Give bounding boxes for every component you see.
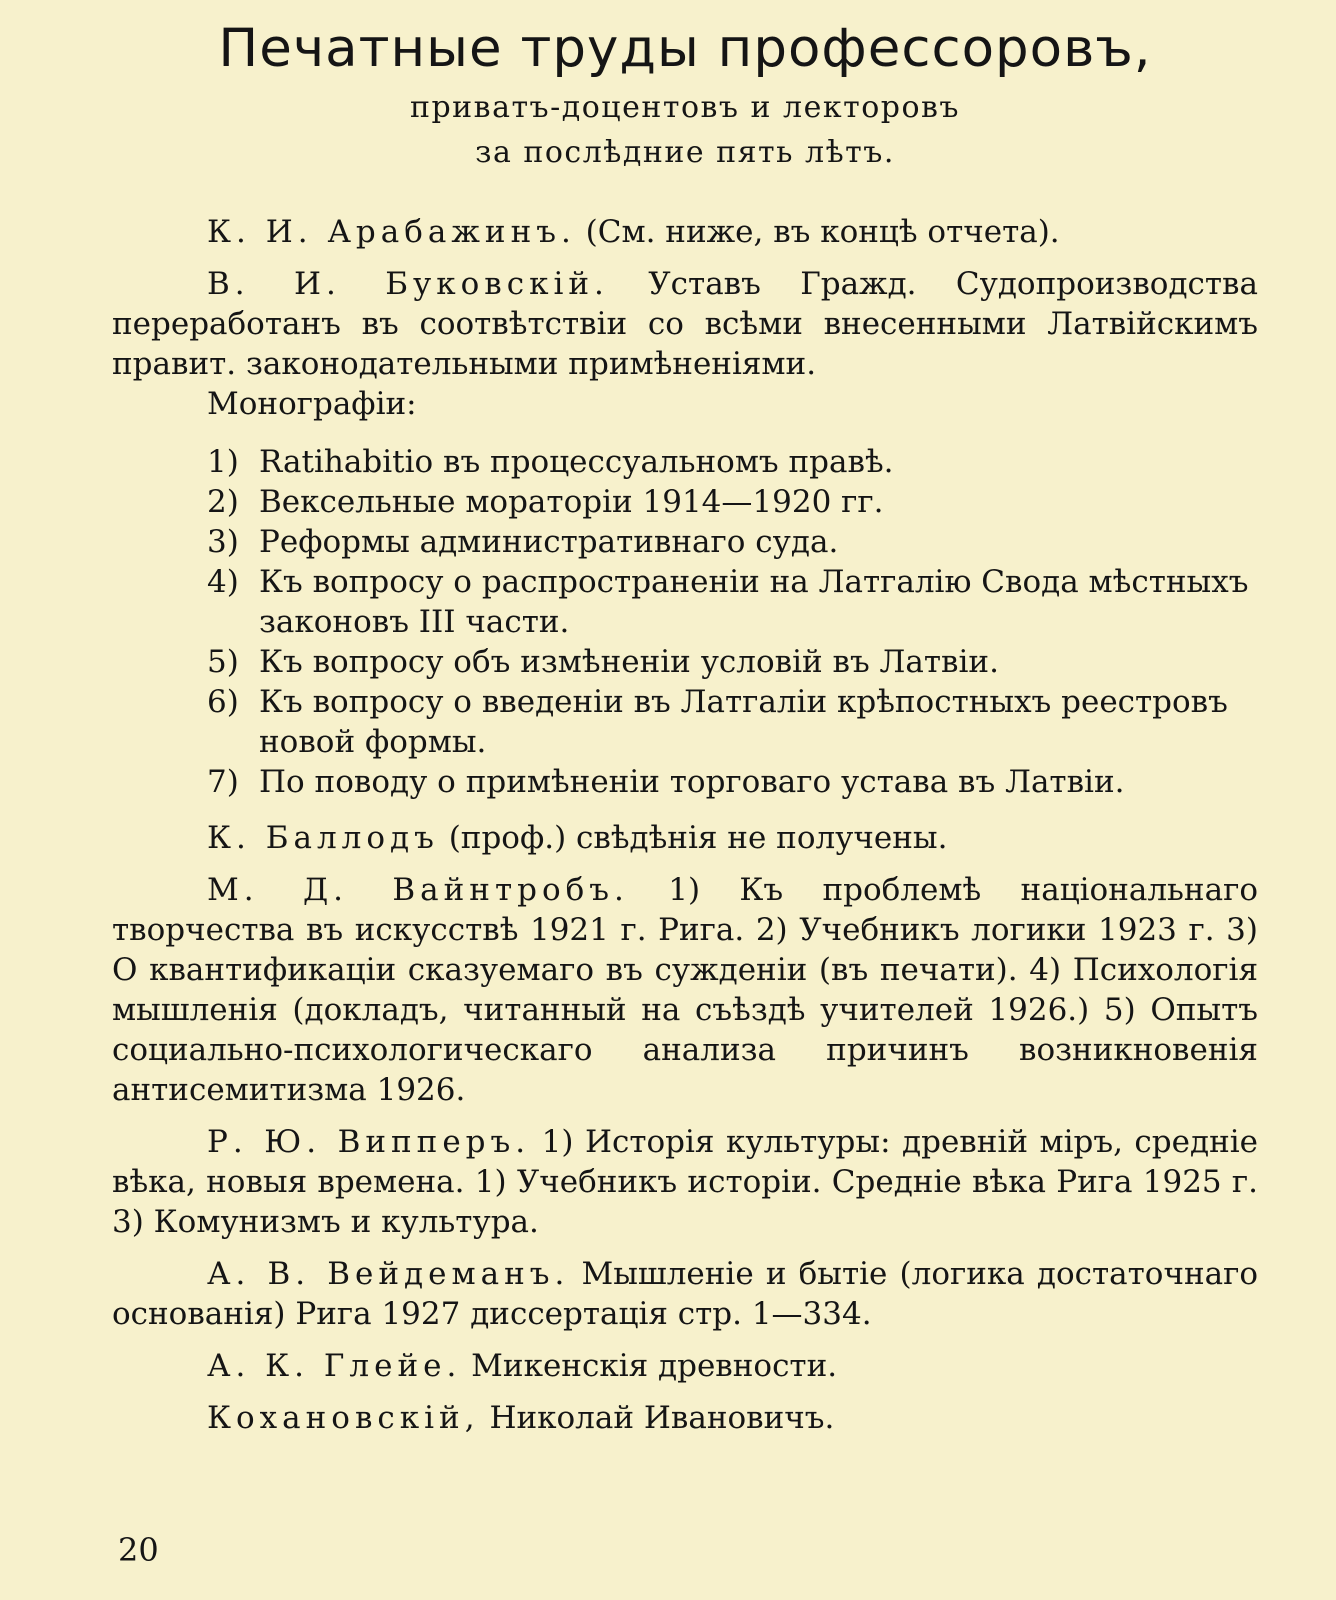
entry-gleie: [112, 1346, 1258, 1386]
entry-arabazhin: [112, 212, 1258, 252]
author-name: Р. Ю. Випперъ.: [207, 1124, 531, 1160]
list-item-text: Къ вопросу объ измѣненіи условій въ Латвіи.: [259, 644, 999, 680]
list-item-text: Къ вопросу о распространеніи на Латгалію Свода мѣстныхъ законовъ III части.: [259, 564, 1249, 640]
list-item-text: Къ вопросу о введеніи въ Латгаліи крѣпостныхъ реестровъ новой формы.: [259, 684, 1228, 760]
list-item: [207, 442, 1258, 482]
list-item-text: Реформы административнаго суда.: [259, 524, 839, 560]
entry-text: Уставъ Гражд. Судопроизводства переработанъ въ соотвѣтствіи со всѣми внесенными Латвійскимъ правит. законодательными примѣненіями.: [112, 266, 1258, 382]
document-body: [112, 212, 1258, 1438]
entry-text: (проф.) свѣдѣнія не получены.: [448, 820, 948, 856]
list-item-number: 3): [207, 524, 239, 560]
entry-vipper: [112, 1122, 1258, 1242]
list-item-number: 6): [207, 684, 239, 720]
author-name: М. Д. Вайнтробъ.: [207, 872, 629, 908]
entry-veideman: [112, 1254, 1258, 1334]
list-item: [207, 642, 1258, 682]
list-item-number: 2): [207, 484, 239, 520]
page-subtitle-line-1: приватъ-доцентовъ и лекторовъ: [409, 90, 961, 125]
list-item-number: 7): [207, 764, 239, 800]
author-name: А. К. Глейе.: [207, 1348, 462, 1384]
author-name: А. В. Вейдеманъ.: [207, 1256, 570, 1292]
page-title: Печатные труды профессоровъ,: [218, 18, 1152, 79]
entry-ballod: [112, 818, 1258, 858]
page-subtitle-line-2: за послѣдние пять лѣтъ.: [475, 135, 895, 170]
list-item-text: Ratihabitio въ процессуальномъ правѣ.: [259, 444, 894, 480]
author-name: Кохановскій,: [207, 1400, 480, 1436]
entry-text: Николай Ивановичъ.: [489, 1400, 835, 1436]
list-item-number: 1): [207, 444, 239, 480]
entry-text: Мышленіе и бытіе (логика достаточнаго основанія) Рига 1927 диссертація стр. 1—334.: [112, 1256, 1258, 1332]
entry-text: 1) Исторія культуры: древній міръ, средніе вѣка, новыя времена. 1) Учебникъ исторіи. Средніе вѣка Рига 1925 г. 3) Комунизмъ и культура.: [112, 1124, 1258, 1240]
list-item-number: 5): [207, 644, 239, 680]
author-name: К. Баллодъ: [207, 820, 439, 856]
author-name: В. И. Буковскій.: [207, 266, 609, 302]
entry-vaintrob: [112, 870, 1258, 1110]
page-number: 20: [118, 1531, 159, 1569]
list-item: [207, 562, 1258, 642]
list-item-text: По поводу о примѣненіи торговаго устава въ Латвіи.: [259, 764, 1125, 800]
list-item-number: 4): [207, 564, 239, 600]
entry-bukovsky: [112, 264, 1258, 384]
list-item: [207, 762, 1258, 802]
list-item-text: Вексельные мораторіи 1914—1920 гг.: [259, 484, 884, 520]
entry-text: (См. ниже, въ концѣ отчета).: [585, 214, 1060, 250]
entry-kokhanovsky: [112, 1398, 1258, 1438]
monographs-list: [112, 442, 1258, 802]
entry-text: Микенскія древности.: [471, 1348, 838, 1384]
list-item: [207, 522, 1258, 562]
list-item: [207, 682, 1258, 762]
author-name: К. И. Арабажинъ.: [207, 214, 576, 250]
monographs-label: Монографіи:: [207, 386, 417, 422]
entry-text: 1) Къ проблемѣ національнаго творчества въ искусствѣ 1921 г. Рига. 2) Учебникъ логики 1923 г. 3) О квантификаціи сказуемаго въ сужденіи (въ печати). 4) Психологія мышленія (докладъ, читанный на съѣздѣ учителей 1926.) 5) Опытъ социально-психологическаго анализа причинъ возникновенія антисемитизма 1926.: [112, 872, 1258, 1108]
list-item: [207, 482, 1258, 522]
